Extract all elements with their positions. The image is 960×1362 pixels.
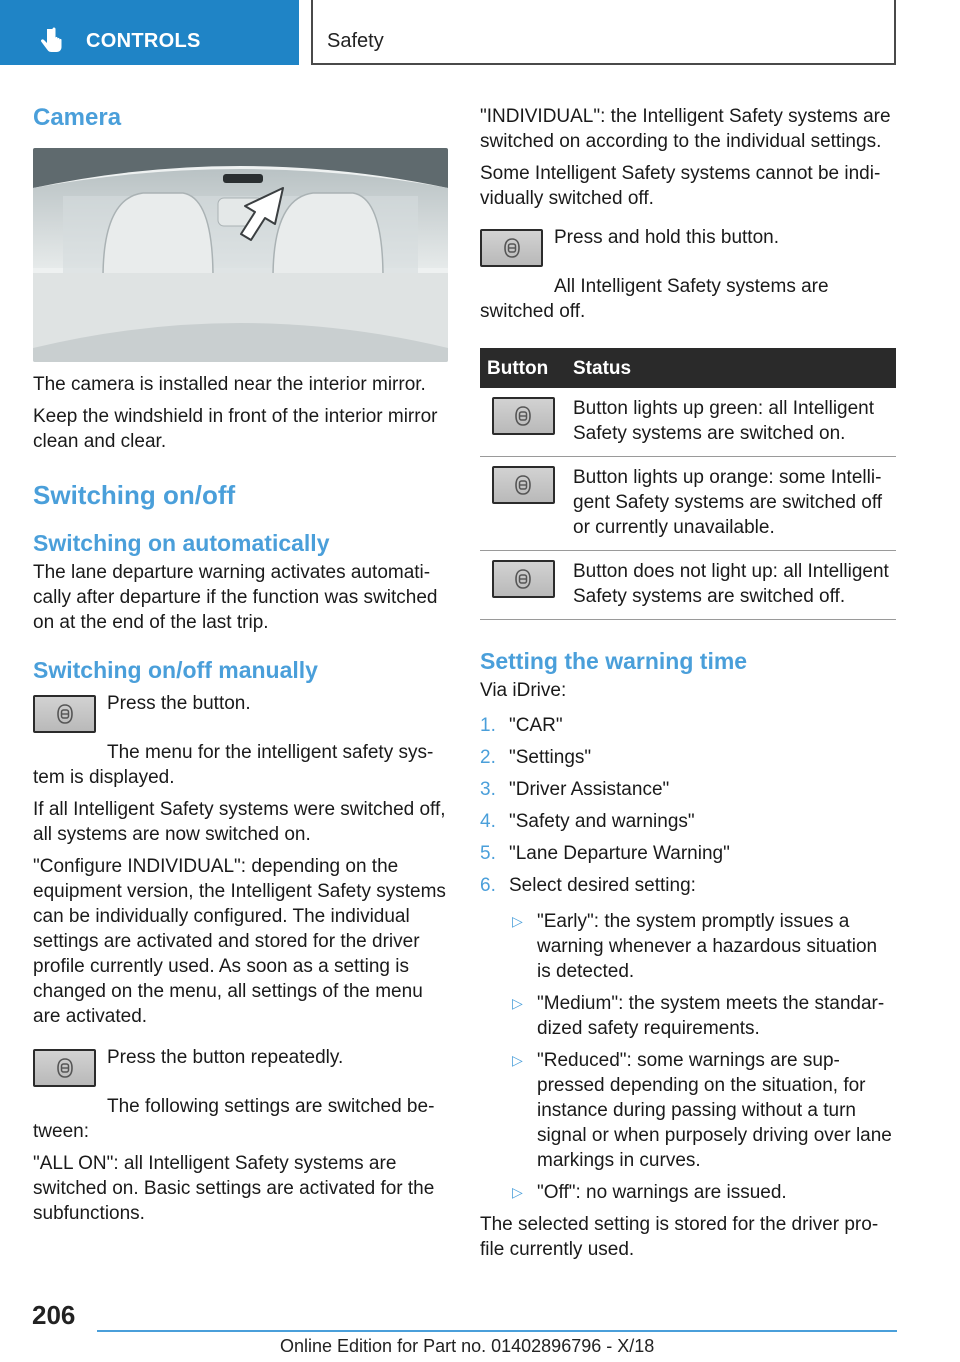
safety-car-icon (512, 474, 534, 496)
switching-heading: Switching on/off (33, 480, 236, 510)
via-idrive-text: Via iDrive: (480, 680, 567, 701)
column-header-button: Button (480, 348, 566, 388)
option-text: "Reduced": some warnings are suppressed depending on the situation, for instance during passing without a turn signal or when purposely driving over lane markings in curves. (537, 1050, 892, 1171)
safety-car-icon (54, 703, 76, 725)
safety-button-green (492, 397, 555, 435)
step-text: "Lane Departure Warning" (509, 843, 730, 864)
step-text: "Safety and warnings" (509, 811, 695, 832)
list-item (480, 713, 896, 738)
manual-step-1: Press the button. (107, 693, 251, 714)
step-number: 1. (480, 715, 496, 736)
manual-heading: Switching on/off manually (33, 657, 318, 683)
footer-edition: Online Edition for Part no. 01402896796 - X/18 (280, 1336, 655, 1356)
step-number: 6. (480, 875, 496, 896)
camera-heading: Camera (33, 104, 122, 131)
step-number: 4. (480, 811, 496, 832)
warning-time-heading: Setting the warning time (480, 648, 748, 674)
status-table (480, 348, 896, 620)
auto-heading: Switching on automatically (33, 530, 330, 556)
repeat-button-block (33, 1045, 448, 1087)
hold-step-2: All Intelligent Safety systems are switched off. (480, 276, 829, 322)
hold-button-block (480, 225, 896, 267)
step-number: 3. (480, 779, 496, 800)
manual-step-2: The menu for the intelligent safety system is displayed. (33, 742, 434, 788)
list-item (480, 809, 896, 834)
camera-text-1: The camera is installed near the interior mirror. (33, 374, 426, 395)
safety-car-icon (54, 1057, 76, 1079)
option-text: "Early": the system promptly issues a warning whenever a hazardous situation is detected. (537, 911, 878, 982)
auto-text: The lane departure warning activates automatically after departure if the function was switched on at the end of the last trip. (33, 562, 438, 633)
footer-divider (97, 1330, 897, 1332)
step-text: "CAR" (509, 715, 563, 736)
safety-button-orange (492, 466, 555, 504)
triangle-bullet-icon: ▷ (512, 913, 523, 929)
list-item (480, 777, 896, 802)
table-row (480, 457, 896, 551)
table-row (480, 388, 896, 457)
repeat-step-2: The following settings are switched between: (33, 1096, 435, 1142)
column-header-status: Status (566, 348, 896, 388)
safety-car-icon (501, 237, 523, 259)
triangle-bullet-icon: ▷ (512, 995, 523, 1011)
list-item (480, 745, 896, 770)
option-text: "Off": no warnings are issued. (537, 1182, 787, 1203)
safety-car-icon (512, 568, 534, 590)
list-item (509, 1180, 896, 1205)
list-item (509, 1048, 896, 1173)
safety-button-off (492, 560, 555, 598)
individual-text: "INDIVIDUAL": the Intelligent Safety systems are switched on according to the individual settings. (480, 106, 891, 152)
step-number: 2. (480, 747, 496, 768)
manual-text-2: "Configure INDIVIDUAL": depending on the equipment version, the Intelligent Safety systems can be individually configured. The individual settings are activated and stored for the driver profile currently used. As soon as a setting is changed on the menu, all settings of the menu are activated. (33, 856, 446, 1027)
step-text: "Driver Assistance" (509, 779, 670, 800)
hold-step-1: Press and hold this button. (554, 227, 779, 248)
repeat-step-1: Press the button repeatedly. (107, 1047, 344, 1068)
safety-car-icon (512, 405, 534, 427)
chapter-label: Safety (327, 30, 384, 52)
step-number: 5. (480, 843, 496, 864)
status-cell: Button lights up orange: some Intelligent Safety systems are switched off or currently unavailable. (566, 457, 896, 551)
section-tab[interactable] (0, 0, 299, 65)
list-item (509, 909, 896, 984)
manual-button-block (33, 691, 448, 733)
right-column (480, 98, 896, 1262)
safety-button[interactable] (480, 229, 543, 267)
triangle-bullet-icon: ▷ (512, 1184, 523, 1200)
section-label: CONTROLS (86, 30, 201, 52)
camera-text-2: Keep the windshield in front of the interior mirror clean and clear. (33, 406, 438, 452)
triangle-bullet-icon: ▷ (512, 1052, 523, 1068)
steps-list (480, 713, 896, 1205)
hand-pointer-icon (36, 27, 66, 57)
table-row (480, 551, 896, 620)
camera-photo (33, 148, 448, 362)
table-header-row (480, 348, 896, 388)
safety-button[interactable] (33, 1049, 96, 1087)
safety-button[interactable] (33, 695, 96, 733)
options-list (480, 902, 896, 1205)
car-interior-illustration (33, 148, 448, 362)
status-cell: Button does not light up: all Intelligent Safety systems are switched off. (566, 551, 896, 620)
list-item (480, 873, 896, 1205)
left-column (33, 98, 448, 1226)
list-item (480, 841, 896, 866)
allon-text: "ALL ON": all Intelligent Safety systems are switched on. Basic settings are activated for the subfunctions. (33, 1153, 435, 1224)
status-cell: Button lights up green: all Intelligent Safety systems are switched on. (566, 388, 896, 457)
manual-text-1: If all Intelligent Safety systems were switched off, all systems are now switched on. (33, 799, 446, 845)
step-text: Select desired setting: (509, 875, 696, 896)
list-item (509, 991, 896, 1041)
step-text: "Settings" (509, 747, 592, 768)
option-text: "Medium": the system meets the standardized safety requirements. (537, 993, 885, 1039)
chapter-header (311, 0, 896, 65)
some-systems-text: Some Intelligent Safety systems cannot be individually switched off. (480, 163, 881, 209)
stored-text: The selected setting is stored for the driver profile currently used. (480, 1214, 879, 1260)
page-number: 206 (32, 1300, 76, 1330)
